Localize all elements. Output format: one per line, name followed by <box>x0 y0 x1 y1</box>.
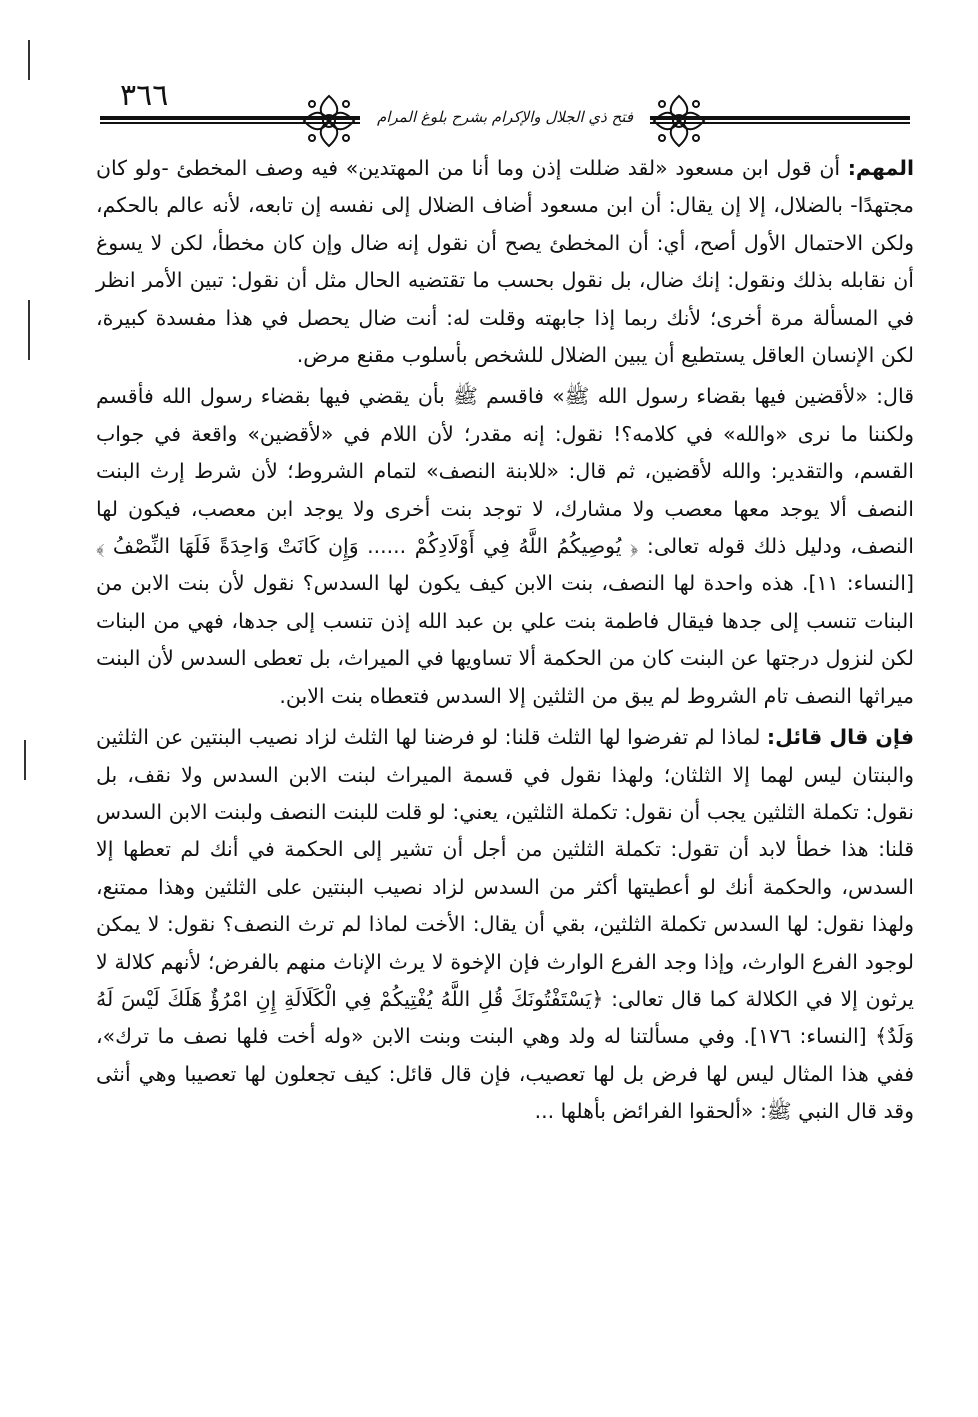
paragraph-text: قال: «لأقضين فيها بقضاء رسول الله ﷺ» فاقسم ﷺ بأن يقضي فيها بقضاء رسول الله فأقسم ولكننا ما نرى «والله» في كلامه؟! نقول: إنه مقدر؛ لأن اللام في «لأقضين» واقعة في جواب القسم، والتقدير: والله لأقضين، ثم قال: «للابنة النصف» لتمام الشروط؛ لأن شرط إرث البنت النصف ألا يوجد معها معصب ولا مشارك، لا توجد بنت أخرى ولا يوجد ابن معصب، فيكون لها النصف، ودليل ذلك قوله تعالى: ﴿ يُوصِيكُمُ اللَّهُ فِي أَوْلَادِكُمْ ...... وَإِن كَانَتْ وَاحِدَةً فَلَهَا النِّصْفُ ﴾ [النساء: ١١]. هذه واحدة لها النصف، بنت الابن كيف يكون لها السدس؟ نقول لأن بنت الابن من البنات تنسب إلى جدها فيقال فاطمة بنت علي بن عبد الله إذن تنسب إلى جدها، فهي من البنات لكن لنزول درجتها عن البنت كان من الحكمة ألا تساويها في الميراث، بل تعطى السدس لأن البنت ميراثها النصف تام الشروط لم يبق من الثلثين إلا السدس فتعطاه بنت الابن. <box>96 384 914 708</box>
page-header <box>100 78 910 148</box>
scan-margin-mark <box>24 740 26 780</box>
paragraph <box>96 378 914 715</box>
ornament-right-icon <box>650 92 708 150</box>
page-body <box>96 150 914 1131</box>
paragraph <box>96 719 914 1130</box>
paragraph-text: لماذا لم تفرضوا لها الثلث قلنا: لو فرضنا لها الثلث لزاد نصيب البنتين عن الثلثين والبنتان ليس لهما إلا الثلثان؛ ولهذا نقول في قسمة الميراث لبنت الابن السدس ولا نقف، بل نقول: تكملة الثلثين يجب أن نقول: تكملة الثلثين، يعني: لو قلت للبنت النصف ولبنت الابن السدس قلنا: هذا خطأ لابد أن تقول: تكملة الثلثين من أجل أن تشير إلى الحكمة في أنك لم تعطها إلا السدس، والحكمة أنك لو أعطيتها أكثر من السدس لزاد نصيب البنتين على الثلثين وهذا ممتنع، ولهذا نقول: لها السدس تكملة الثلثين، بقي أن يقال: الأخت لماذا لم ترث النصف؟ نقول: لا يمكن لوجود الفرع الوارث، وإذا وجد الفرع الوارث فإن الإخوة لا يرث الإناث منهم بالفرض؛ لأنهم كلالة لا يرثون إلا في الكلالة كما قال تعالى: ﴿يَسْتَفْتُونَكَ قُلِ اللَّهُ يُفْتِيكُمْ فِي الْكَلَالَةِ إِنِ امْرُؤٌ هَلَكَ لَيْسَ لَهُ وَلَدٌ﴾ [النساء: ١٧٦]. وفي مسألتنا له ولد وهي البنت وبنت الابن «وله أخت فلها نصف ما ترك»، ففي هذا المثال ليس لها فرض بل لها تعصيب، فإن قال قائل: كيف تجعلون لها تعصيبا وهي أنثى وقد قال النبي ﷺ: «ألحقوا الفرائض بأهلها ... <box>96 725 915 1124</box>
paragraph-text: أن قول ابن مسعود «لقد ضللت إذن وما أنا من المهتدين» فيه وصف المخطئ -ولو كان مجتهدًا- بالضلال، إلا إن يقال: أن ابن مسعود أضاف الضلال إلى نفسه إن تابعه، لأنه عالم بالحكم، ولكن الاحتمال الأول أصح، أي: أن المخطئ يصح أن نقول إنه ضال وإن كان مخطأ، لكن لا يسوغ أن نقابله بذلك ونقول: إنك ضال، بل نقول بحسب ما تقتضيه الحال مثل أن نقول: تبين الأمر انظر في المسألة مرة أخرى؛ لأنك ربما إذا جابهته وقلت له: أنت ضال يحصل في هذا مفسدة كبيرة، لكن الإنسان العاقل يستطيع أن يبين الضلال للشخص بأسلوب مقنع مرض. <box>96 156 914 368</box>
ornament-left-icon <box>300 92 358 150</box>
header-title-box <box>360 98 650 144</box>
paragraph <box>96 150 914 374</box>
page-number: ٣٦٦ <box>120 78 169 113</box>
paragraph-lead: المهم: <box>847 156 914 180</box>
scan-margin-mark <box>28 40 30 80</box>
scan-margin-mark <box>28 300 30 360</box>
paragraph-lead: فإن قال قائل: <box>766 725 915 750</box>
book-title: فتح ذي الجلال والإكرام بشرح بلوغ المرام <box>376 108 633 126</box>
